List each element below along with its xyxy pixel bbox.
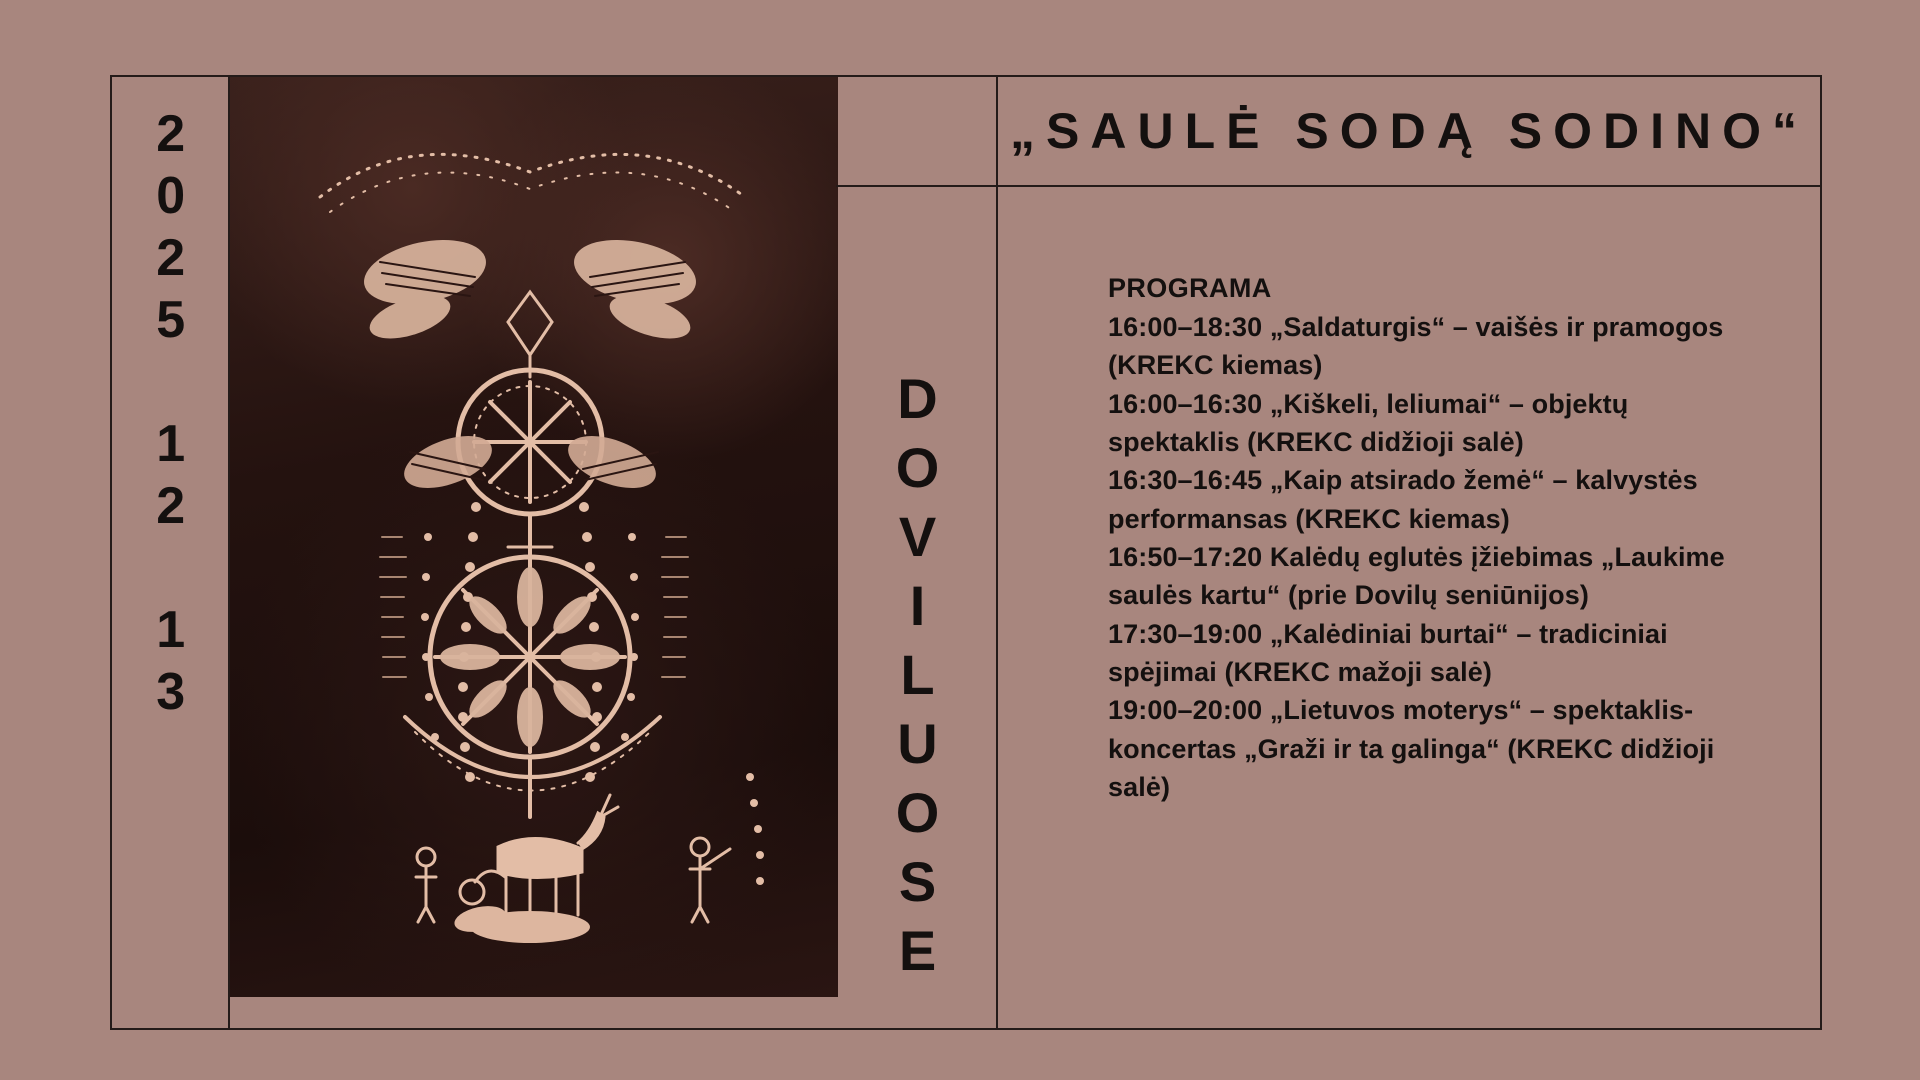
program-list [1108, 308, 1750, 806]
event-poster [110, 75, 1822, 1030]
event-date: 2025 12 13 [141, 105, 200, 725]
poster-title: „SAULĖ SODĄ SODINO“ [1010, 103, 1808, 159]
program-item: 16:00–16:30 „Kiškeli, leliumai“ – objektų spektaklis (KREKC didžioji salė) [1108, 388, 1629, 457]
location-band-column [838, 77, 998, 1028]
program-item: 16:50–17:20 Kalėdų eglutės įžiebimas „Laukime saulės kartu“ (prie Dovilų seniūnijos) [1108, 541, 1725, 611]
program-heading: PROGRAMA [1108, 273, 1272, 303]
content-column [998, 77, 1820, 1028]
artwork-column [230, 77, 838, 1028]
program-item: 17:30–19:00 „Kalėdiniai burtai“ – tradiciniai spėjimai (KREKC mažoji salė) [1108, 618, 1668, 687]
program-item: 16:00–18:30 „Saldaturgis“ – vaišės ir pramogos (KREKC kiemas) [1108, 312, 1724, 381]
location-name: DOVILUOSE [886, 367, 949, 988]
program-section [998, 187, 1820, 1028]
date-column [112, 77, 230, 1028]
program-item: 19:00–20:00 „Lietuvos moterys“ – spektaklis-koncertas „Graži ir ta galinga“ (KREKC didžioji salė) [1108, 695, 1715, 802]
program-item: 16:30–16:45 „Kaip atsirado žemė“ – kalvystės performansas (KREKC kiemas) [1108, 465, 1698, 534]
batik-artwork-image [230, 77, 838, 997]
title-bar [836, 77, 1820, 187]
